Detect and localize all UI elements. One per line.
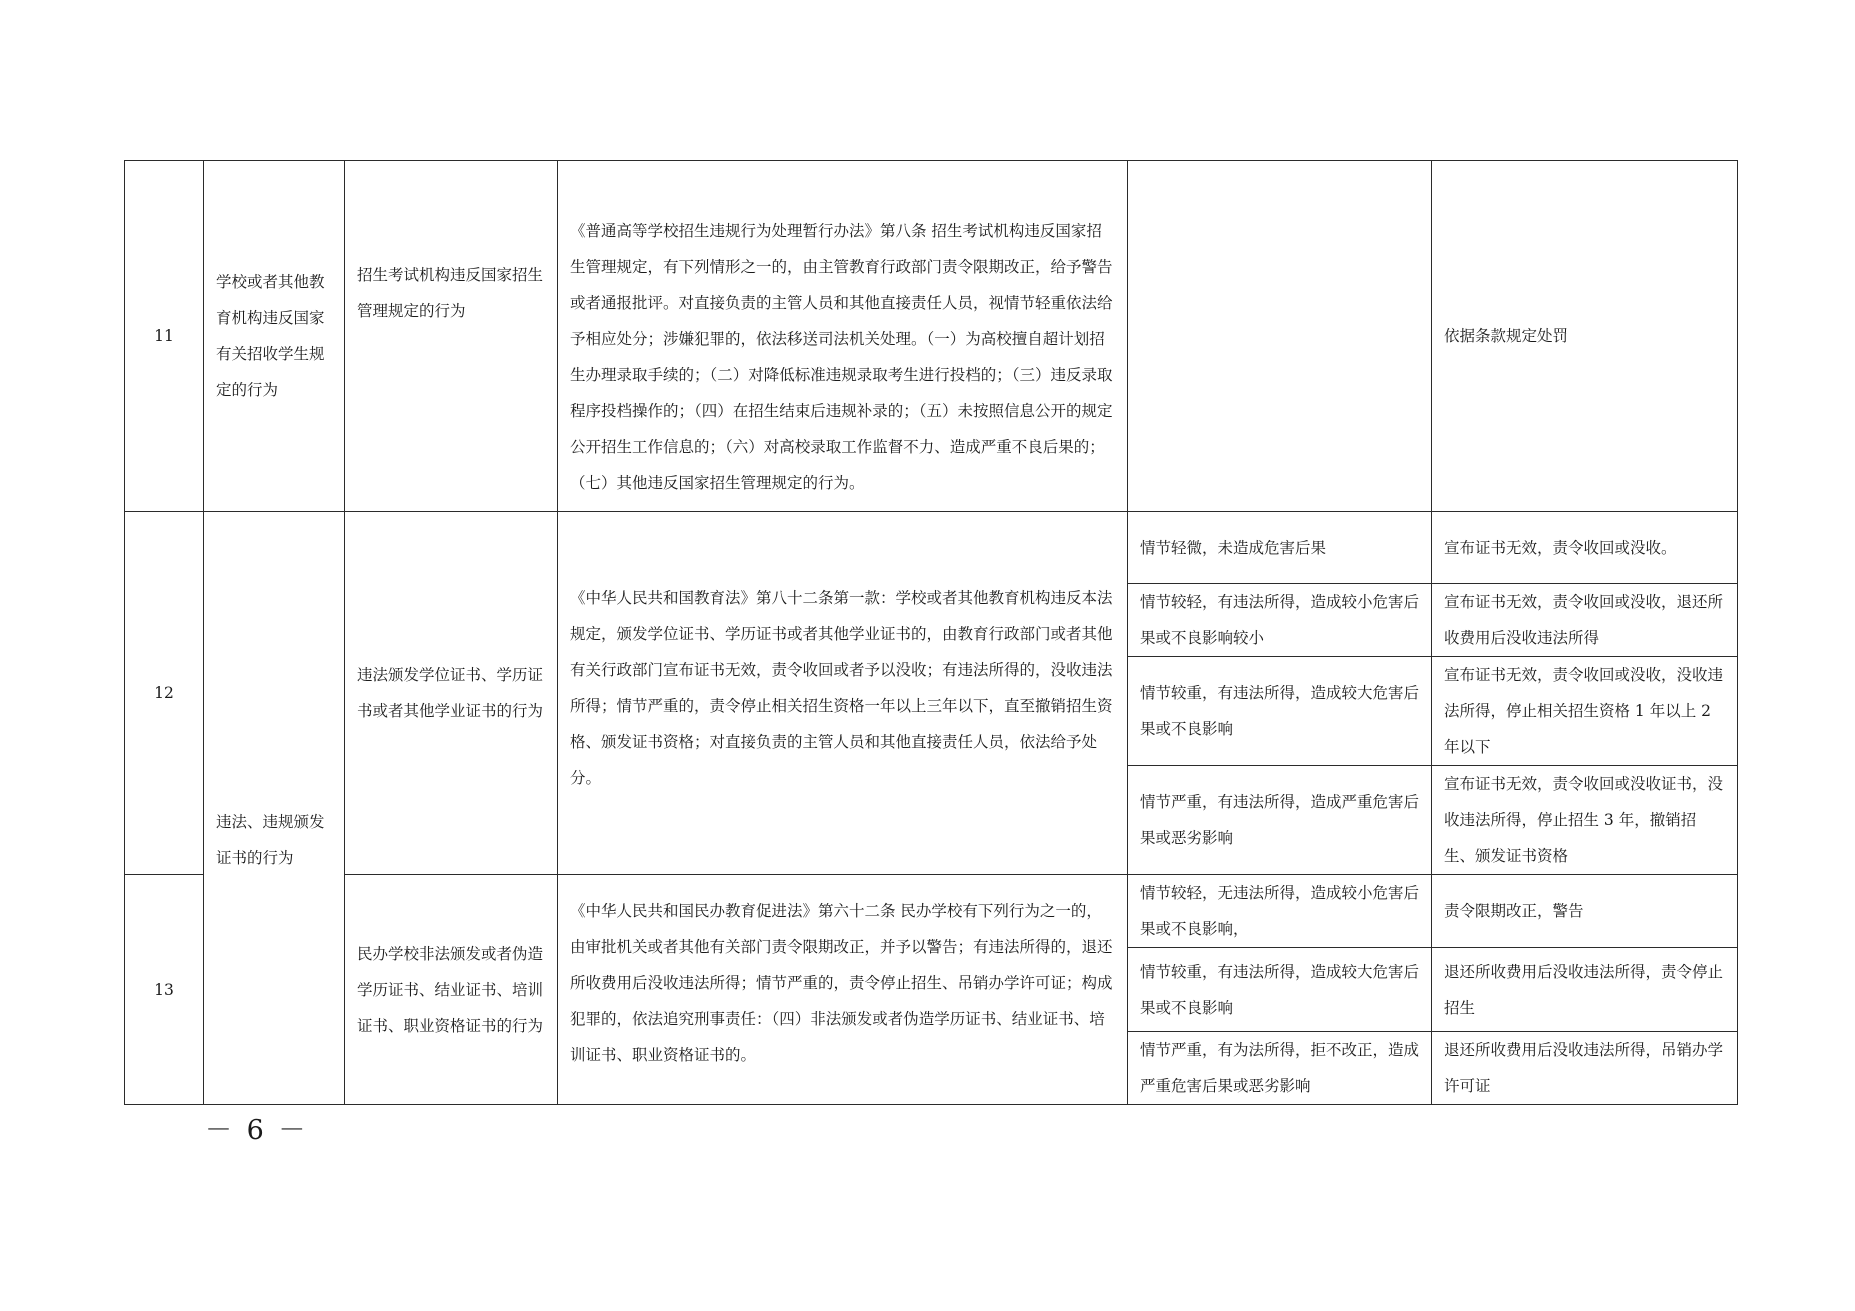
table-row-13 [125,875,1738,948]
circumstance: 情节较轻，有违法所得，造成较小危害后果或不良影响较小 [1140,593,1420,647]
violation-subject-cell [204,512,345,1105]
row-number: 11 [125,161,204,512]
penalty-cell [1432,512,1738,584]
circumstance: 情节轻微，未造成危害后果 [1140,538,1327,557]
legal-basis-cell [558,512,1128,875]
circumstance-cell [1128,161,1432,512]
penalty-standards-table [124,160,1738,1105]
penalty: 宣布证书无效，责令收回或没收。 [1444,538,1677,557]
penalty-cell [1432,161,1738,512]
violation-behavior-cell [345,161,558,512]
table-row-11 [125,161,1738,512]
legal-basis: 《普通高等学校招生违规行为处理暂行办法》第八条 招生考试机构违反国家招生管理规定，有下列情形之一的，由主管教育行政部门责令限期改正，给予警告或者通报批评。对直接负责的主管人员和其他直接责任人员，视情节轻重依法给予相应处分；涉嫌犯罪的，依法移送司法机关处理。（一）为高校擅自超计划招生办理录取手续的；（二）对降低标准违规录取考生进行投档的；（三）违反录取程序投档操作的；（四）在招生结束后违规补录的；（五）未按照信息公开的规定公开招生工作信息的；（六）对高校录取工作监督不力、造成严重不良后果的；（七）其他违反国家招生管理规定的行为。 [570,222,1113,492]
violation-subject: 违法、违规颁发证书的行为 [216,813,325,867]
legal-basis: 《中华人民共和国教育法》第八十二条第一款：学校或者其他教育机构违反本法规定，颁发学位证书、学历证书或者其他学业证书的，由教育行政部门或者其他有关行政部门宣布证书无效，责令收回或者予以没收；有违法所得的，没收违法所得；情节严重的，责令停止相关招生资格一年以上三年以下，直至撤销招生资格、颁发证书资格；对直接负责的主管人员和其他直接责任人员，依法给予处分。 [570,589,1113,787]
penalty: 宣布证书无效，责令收回或没收，退还所收费用后没收违法所得 [1444,593,1724,647]
legal-basis: 《中华人民共和国民办教育促进法》第六十二条 民办学校有下列行为之一的，由审批机关或者其他有关部门责令限期改正，并予以警告；有违法所得的，退还所收费用后没收违法所得；情节严重的，责令停止招生、吊销办学许可证；构成犯罪的，依法追究刑事责任：（四）非法颁发或者伪造学历证书、结业证书、培训证书、职业资格证书的。 [570,902,1113,1064]
penalty-cell [1432,875,1738,948]
circumstance-cell [1128,657,1432,766]
violation-subject: 学校或者其他教育机构违反国家有关招收学生规定的行为 [216,273,325,399]
circumstance: 情节严重，有为法所得，拒不改正，造成严重危害后果或恶劣影响 [1140,1041,1420,1095]
circumstance: 情节较轻，无违法所得，造成较小危害后果或不良影响， [1140,884,1420,938]
violation-behavior: 招生考试机构违反国家招生管理规定的行为 [357,266,544,320]
circumstance: 情节严重，有违法所得，造成严重危害后果或恶劣影响 [1140,793,1420,847]
circumstance-cell [1128,766,1432,875]
penalty-cell [1432,948,1738,1032]
penalty: 依据条款规定处罚 [1444,327,1569,345]
circumstance-cell [1128,584,1432,657]
legal-basis-cell [558,161,1128,512]
legal-basis-cell [558,875,1128,1105]
penalty: 退还所收费用后没收违法所得，责令停止招生 [1444,962,1724,1017]
penalty-cell [1432,766,1738,875]
penalty: 宣布证书无效，责令收回或没收，没收违法所得，停止相关招生资格 1 年以上 2 年以下 [1444,666,1724,756]
violation-subject-cell [204,161,345,512]
row-number: 13 [125,875,204,1105]
table-row-12 [125,512,1738,584]
violation-behavior: 民办学校非法颁发或者伪造学历证书、结业证书、培训证书、职业资格证书的行为 [357,944,544,1035]
violation-behavior-cell [345,512,558,875]
circumstance-cell [1128,948,1432,1032]
penalty-cell [1432,584,1738,657]
penalty: 退还所收费用后没收违法所得，吊销办学许可证 [1444,1041,1724,1095]
circumstance-cell [1128,1032,1432,1105]
penalty: 宣布证书无效，责令收回或没收证书，没收违法所得，停止招生 3 年，撤销招生、颁发证书资格 [1444,775,1724,865]
penalty: 责令限期改正，警告 [1444,902,1584,920]
violation-behavior: 违法颁发学位证书、学历证书或者其他学业证书的行为 [357,666,544,720]
violation-behavior-cell [345,875,558,1105]
circumstance: 情节较重，有违法所得，造成较大危害后果或不良影响 [1140,684,1420,738]
circumstance-cell [1128,512,1432,584]
penalty-cell [1432,1032,1738,1105]
row-number: 12 [125,512,204,875]
page-number: － 6 － [205,1115,309,1146]
penalty-cell [1432,657,1738,766]
circumstance: 情节较重，有违法所得，造成较大危害后果或不良影响 [1140,962,1420,1017]
circumstance-cell [1128,875,1432,948]
